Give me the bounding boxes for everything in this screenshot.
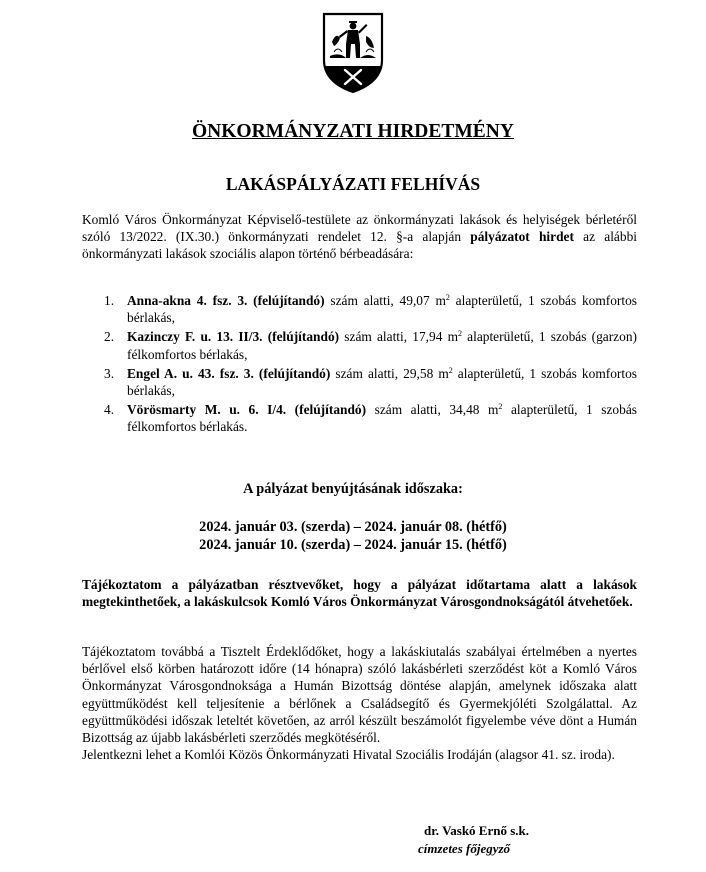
list-item [82, 292, 637, 326]
list-item [82, 401, 637, 435]
area-unit-exponent: 2 [448, 365, 453, 375]
list-item-number: 1. [104, 293, 115, 308]
signatory-name: dr. Vaskó Ernő s.k. [424, 823, 530, 838]
page-title: ÖNKORMÁNYZATI HIRDETMÉNY [192, 121, 514, 142]
intro-text-end: az alábbi önkormányzati lakások szociális alapon történő bérbeadására: [82, 229, 637, 262]
apartment-description: alapterületű, 1 szobás komfortos bérlakás, [127, 365, 637, 399]
intro-bold-text: pályázatot hirdet [470, 229, 574, 245]
list-item [82, 328, 637, 362]
area-unit-exponent: 2 [445, 293, 450, 302]
list-item-number: 3. [104, 365, 115, 381]
intro-paragraph [82, 211, 637, 263]
apartment-area: szám alatti, 34,48 m [366, 402, 499, 418]
apartment-description: alapterületű, 1 szobás komfortos bérlakás, [127, 293, 637, 326]
apartment-description: alapterületű, 1 szobás félkomfortos bérlakás. [127, 402, 637, 435]
period-heading: A pályázat benyújtásának időszaka: [243, 481, 463, 497]
intro-text: Komló Város Önkormányzat Képviselő-testülete az önkormányzati lakások és helyiségek bérletéről szóló 13/2022. (IX.30.) önkormányzati rendelet 12. §-a alapján [82, 212, 637, 245]
apartment-address: Anna-akna 4. fsz. 3. (felújítandó) [127, 293, 325, 308]
contract-notice [82, 643, 637, 763]
apartment-area: szám alatti, 49,07 m [324, 293, 446, 308]
list-item [82, 365, 637, 399]
apartment-description: alapterületű, 1 szobás (garzon) félkomfortos bérlakás, [127, 329, 637, 362]
application-location: Jelentkezni lehet a Komlói Közös Önkormányzati Hivatal Szociális Irodáján (alagsor 41. sz. iroda). [82, 747, 615, 763]
list-item-number: 2. [104, 329, 115, 345]
area-unit-exponent: 2 [498, 402, 503, 412]
apartment-list [82, 292, 637, 438]
period-date-range-1: 2024. január 03. (szerda) – 2024. január 08. (hétfő) [199, 519, 507, 535]
area-unit-exponent: 2 [457, 329, 462, 339]
contract-paragraph: Tájékoztatom továbbá a Tisztelt Érdeklődőket, hogy a lakáskiutalás szabályai értelmében a nyertes bérlővel első körben határozott időre (14 hónapra) szóló lakásbérleti szerződést köt a Komló Város Önkormányzat Városgondnoksága a Humán Bizottság döntése alapján, amelynek időszaka alatt együttműködést kell teljesítenie a bérlőnek a Családsegítő és Gyermekjóléti Szolgálattal. Az együttműködési időszak leteltét követően, az arról készült beszámolót figyelembe véve dönt a Humán Bizottság az újabb lakásbérleti szerződés megkötéséről. [82, 644, 637, 746]
apartment-address: Vörösmarty M. u. 6. I/4. (felújítandó) [127, 402, 367, 418]
apartment-area: szám alatti, 17,94 m [339, 329, 458, 345]
coat-of-arms-icon [322, 12, 384, 94]
page-subtitle: LAKÁSPÁLYÁZATI FELHÍVÁS [225, 174, 481, 194]
apartment-address: Kazinczy F. u. 13. II/3. (felújítandó) [127, 329, 340, 345]
apartment-address: Engel A. u. 43. fsz. 3. (felújítandó) [127, 365, 331, 381]
signatory-role: címzetes főjegyző [418, 841, 511, 856]
period-date-range-2: 2024. január 10. (szerda) – 2024. január 15. (hétfő) [199, 537, 507, 553]
apartment-area: szám alatti, 29,58 m [330, 365, 449, 381]
signature-block [418, 822, 529, 858]
list-item-number: 4. [104, 402, 115, 418]
viewing-notice: Tájékoztatom a pályázatban résztvevőket, hogy a pályázat időtartama alatt a lakások megtekinthetőek, a lakáskulcsok Komló Város Önkormányzat Városgondnokságától átvehetőek. [82, 577, 637, 610]
period-dates [0, 518, 706, 554]
